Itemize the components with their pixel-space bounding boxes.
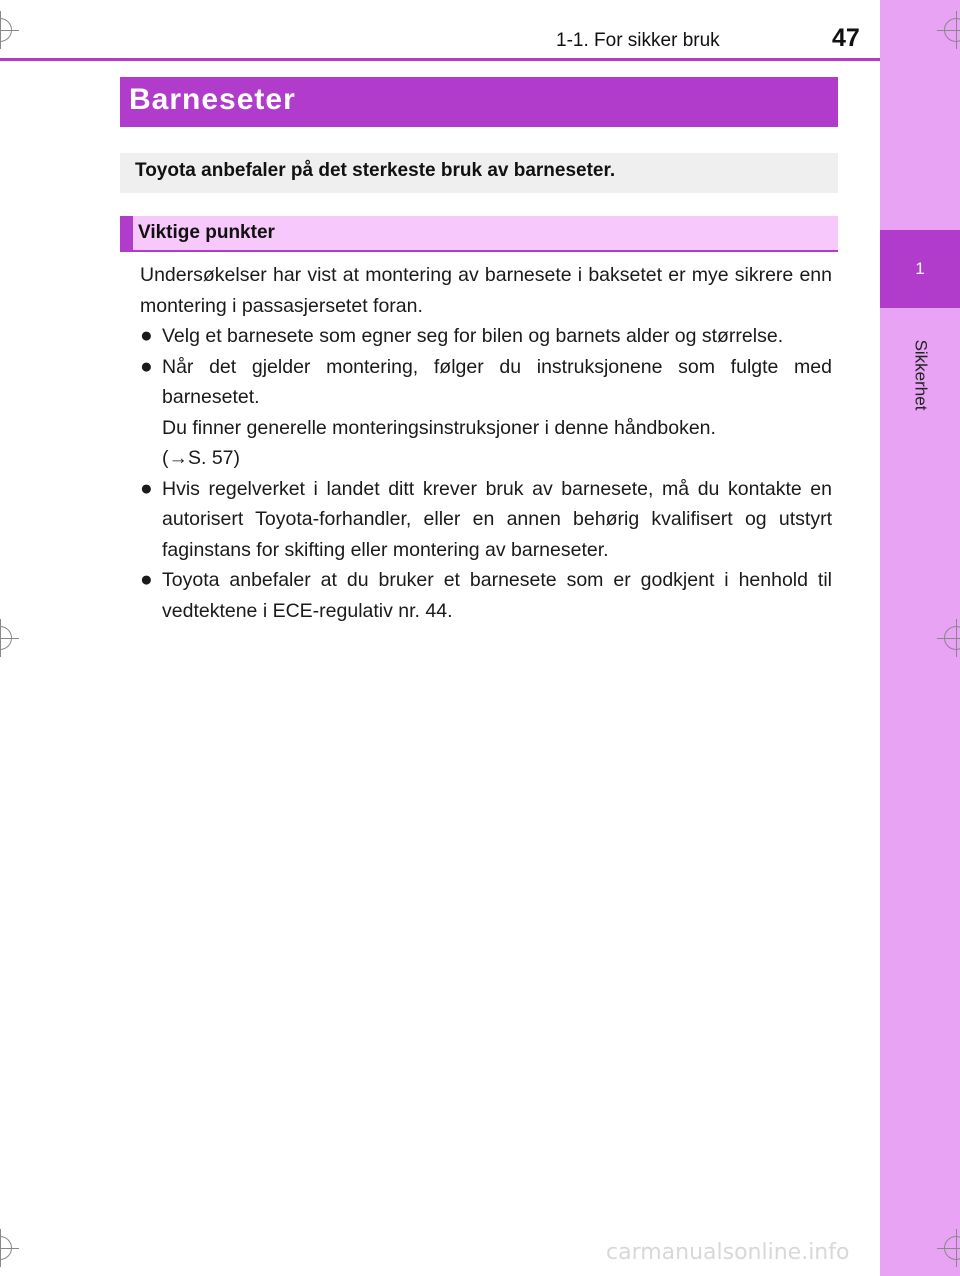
bullet-icon: ● [140, 476, 153, 500]
list-item [140, 565, 832, 626]
list-item-text: Når det gjelder montering, følger du instruksjonene som fulgte med barnesetet. [162, 355, 832, 408]
registration-mark-icon [0, 18, 12, 42]
subheading [120, 216, 838, 252]
bullet-icon: ● [140, 568, 153, 591]
page-number: 47 [832, 24, 860, 52]
intro-box [120, 153, 838, 193]
page-title [120, 77, 838, 127]
page-reference-link[interactable]: (→S. 57) [162, 447, 241, 469]
bullet-icon: ● [140, 354, 153, 378]
list-item-extra: Du finner generelle monteringsinstruksjoner i denne håndboken. [162, 416, 716, 439]
registration-mark-icon [0, 626, 12, 650]
list-item-text: Toyota anbefaler at du bruker et barnesete som er godkjent i henhold til vedtektene i ECE-regulativ nr. 44. [162, 569, 832, 622]
registration-mark-icon [0, 1236, 12, 1260]
list-item [140, 352, 832, 474]
subheading-text: Viktige punkter [138, 222, 275, 243]
header-divider [0, 58, 880, 61]
list-item-text: Velg et barnesete som egner seg for bilen og barnets alder og størrelse. [162, 325, 784, 347]
page-title-text: Barneseter [129, 83, 296, 116]
chapter-label [900, 320, 940, 430]
list-item [140, 321, 832, 352]
watermark: carmanualsonline.info [606, 1240, 850, 1265]
intro-text: Toyota anbefaler på det sterkeste bruk av barneseter. [135, 160, 616, 181]
list-item [140, 474, 832, 566]
body-content [140, 260, 832, 626]
chapter-label-text: Sikkerhet [911, 339, 930, 411]
section-header: 1-1. For sikker bruk [556, 30, 720, 51]
bullet-icon: ● [140, 324, 153, 347]
chapter-number: 1 [915, 259, 925, 278]
intro-paragraph: Undersøkelser har vist at montering av barnesete i baksetet er mye sikrere enn montering i passasjersetet foran. [140, 264, 832, 317]
chapter-tab[interactable] [880, 230, 960, 308]
list-item-text: Hvis regelverket i landet ditt krever bruk av barnesete, må du kontakte en autorisert Toyota-forhandler, eller en annen behørig kvalifisert og utstyrt faginstans for skifting eller montering av barneseter. [162, 477, 832, 561]
